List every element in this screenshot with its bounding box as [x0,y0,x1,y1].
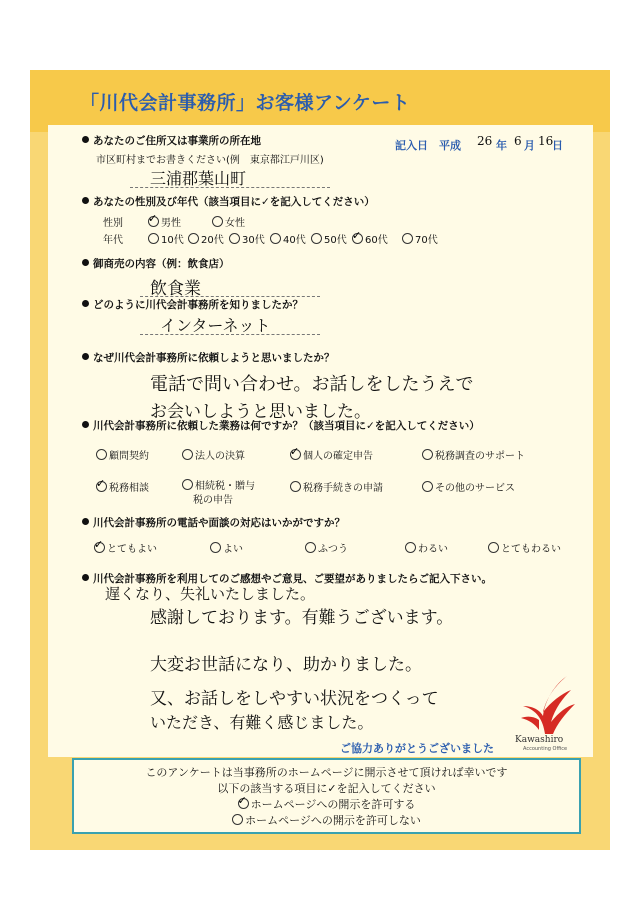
page-title: 「川代会計事務所」お客様アンケート [80,92,411,114]
age-label: 年代 [103,235,123,246]
bullet-icon [82,518,89,525]
age-60[interactable]: ✓ 60代 [352,231,388,246]
checkbox-icon [188,233,199,244]
q5-answer-line1: 電話で問い合わせ。お話しをしたうえで [150,374,474,395]
q8-answer-line3: 大変お世話になり、助かりました。 [150,655,422,675]
service-tax-procedures[interactable]: 税務手続きの申請 [290,479,383,494]
date-label: 記入日 平成 [395,139,461,152]
checkbox-icon [212,216,223,227]
bullet-icon [82,353,89,360]
q1-answer: 三浦郡葉山町 [150,169,247,188]
date-day: 16 [538,134,554,148]
checkbox-icon [422,481,433,492]
checkbox-icon [229,233,240,244]
q8-answer-line1: 遅くなり、失礼いたしました。 [105,585,316,603]
checkbox-icon [182,479,193,490]
checkbox-checked-icon [96,481,107,492]
gender-female[interactable]: 女性 [212,214,245,229]
q1-label: あなたのご住所又は事業所の所在地 [82,133,261,148]
notice-line2: 以下の該当する項目に✓を記入してください [217,782,436,795]
q2-label: あなたの性別及び年代（該当項目に✓を記入してください） [82,194,375,209]
checkbox-icon [422,449,433,460]
q1-underline [130,187,330,188]
service-tax-consultation[interactable]: ✓税務相談 [96,479,149,494]
q4-label: どのように川代会計事務所を知りましたか？ [82,297,303,312]
bullet-icon [82,574,89,581]
checkbox-icon [232,814,243,825]
checkbox-checked-icon [290,449,301,460]
service-inheritance-gift[interactable]: 相続税・贈与 [182,477,255,492]
date-nichi: 日 [552,139,563,152]
kawashiro-logo-icon [517,672,577,738]
checkbox-icon [148,233,159,244]
checkbox-icon [305,542,316,553]
checkbox-icon [210,542,221,553]
q8-label: 川代会計事務所を利用してのご感想やご意見、ご要望がありましたらご記入下さい。 [82,571,492,586]
age-70[interactable]: 70代 [402,231,438,246]
service-personal-tax-return[interactable]: ✓ 個人の確定申告 [290,447,373,462]
rating-good[interactable]: よい [210,540,243,555]
checkbox-icon [290,481,301,492]
thanks-message: ご協力ありがとうございました [340,742,494,755]
checkbox-checked-icon [352,233,363,244]
checkbox-icon [270,233,281,244]
bullet-icon [82,421,89,428]
notice-line1: このアンケートは当事務所のホームページに開示させて頂ければ幸いです [145,766,508,779]
rating-bad[interactable]: わるい [405,540,448,555]
rating-average[interactable]: ふつう [305,540,348,555]
age-50[interactable]: 50代 [311,231,347,246]
q5-answer-line2: お会いしようと思いました。 [150,402,371,422]
date-year: 26 [477,134,493,148]
q5-label: なぜ川代会計事務所に依頼しようと思いましたか？ [82,350,335,365]
bullet-icon [82,259,89,266]
q8-answer-line5: いただき、有難く感じました。 [150,713,374,732]
q8-answer-line4: 又、お話しをしやすい状況をつくって [150,689,439,709]
service-corporate-settlement[interactable]: 法人の決算 [182,447,245,462]
checkbox-icon [96,449,107,460]
checkbox-icon [402,233,413,244]
age-30[interactable]: 30代 [229,231,265,246]
q4-underline [140,334,320,335]
q3-label: 御商売の内容（例：飲食店） [82,256,230,271]
age-40[interactable]: 40代 [270,231,306,246]
checkbox-checked-icon [148,216,159,227]
service-other[interactable]: その他のサービス [422,479,515,494]
bullet-icon [82,136,89,143]
service-inheritance-gift-line2: 税の申告 [193,495,233,506]
disclosure-notice [72,758,581,834]
date-month: 6 [514,134,522,148]
checkbox-icon [488,542,499,553]
q3-answer: 飲食業 [150,279,201,299]
checkbox-checked-icon [94,542,105,553]
notice-allow[interactable]: ✓ホームページへの開示を許可する [74,796,579,812]
bullet-icon [82,300,89,307]
rating-very-bad[interactable]: とてもわるい [488,540,561,555]
q7-label: 川代会計事務所の電話や面談の対応はいかがですか？ [82,515,345,530]
gender-label: 性別 [103,218,123,229]
notice-disallow[interactable]: ホームページへの開示を許可しない [74,812,579,828]
date-nen: 年 [496,139,507,152]
logo-subtitle: Accounting Office [523,746,568,752]
title-band [30,70,610,132]
q4-answer: インターネット [160,316,271,335]
gender-male[interactable]: ✓ 男性 [148,214,181,229]
checkbox-icon [311,233,322,244]
age-10[interactable]: 10代 [148,231,184,246]
date-gatsu: 月 [524,139,535,152]
q8-answer-line2: 感謝しております。有難うございます。 [150,608,454,628]
q1-hint: 市区町村までお書きください(例 東京都江戸川区) [96,155,324,166]
rating-very-good[interactable]: ✓とてもよい [94,540,157,555]
checkbox-icon [405,542,416,553]
service-tax-audit-support[interactable]: 税務調査のサポート [422,447,525,462]
checkbox-icon [182,449,193,460]
q6-label: 川代会計事務所に依頼した業務は何ですか？（該当項目に✓を記入してください） [82,418,480,433]
age-20[interactable]: 20代 [188,231,224,246]
service-advisory[interactable]: 顧問契約 [96,447,149,462]
bullet-icon [82,197,89,204]
checkbox-checked-icon [238,798,249,809]
logo-name: Kawashiro [515,735,564,745]
